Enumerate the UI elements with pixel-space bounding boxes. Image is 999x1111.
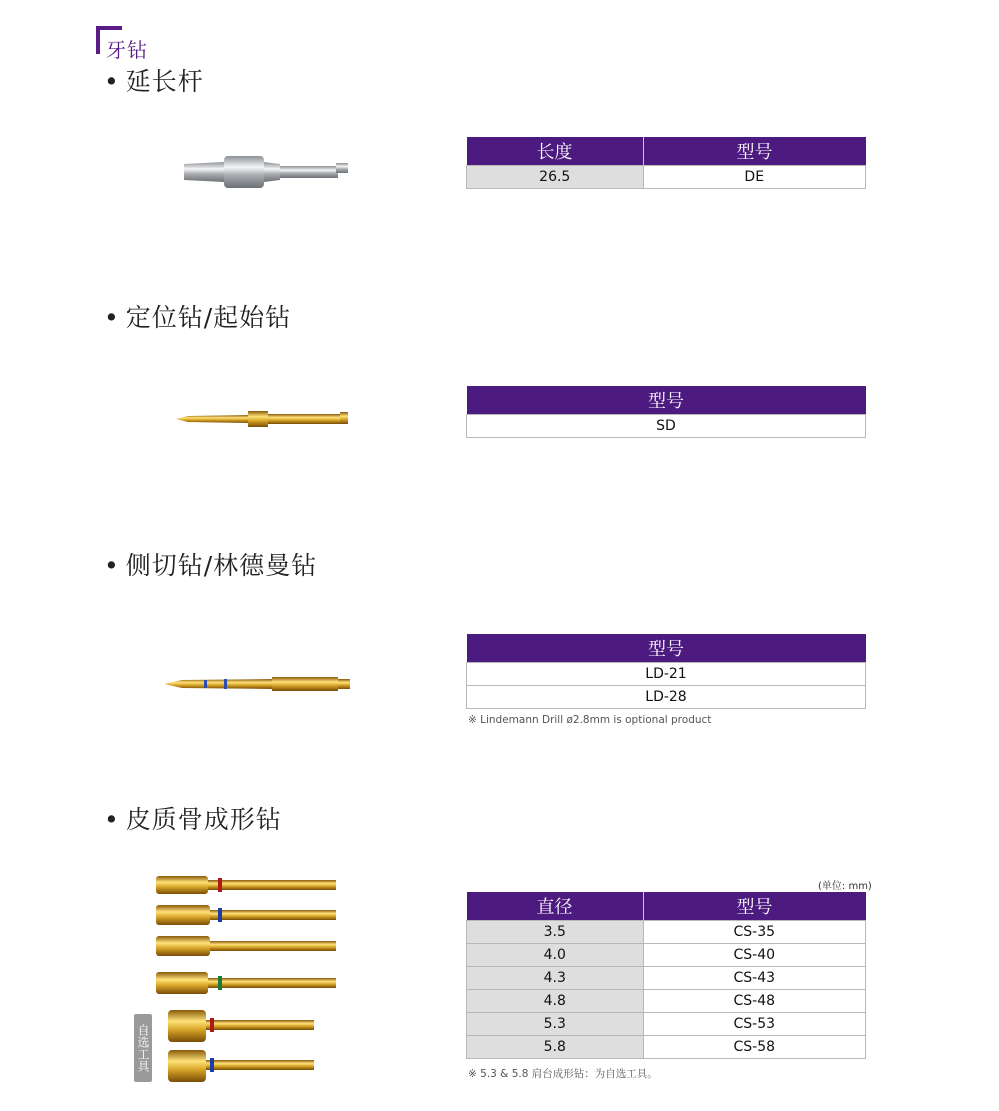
table-cell: SD — [467, 415, 866, 438]
table-header-row — [467, 634, 866, 663]
table-row — [467, 663, 866, 686]
section-title-text: 定位钻/起始钻 — [125, 303, 292, 332]
cortical-spec-table — [466, 892, 866, 1059]
table-cell: LD-28 — [467, 686, 866, 709]
column-header: 型号 — [467, 386, 866, 415]
column-header: 型号 — [643, 892, 866, 921]
cortical-drill-images — [154, 872, 344, 1084]
extension-rod-image — [180, 152, 352, 192]
table-cell: 3.5 — [467, 921, 644, 944]
section-title-cortical-drill — [104, 800, 282, 836]
table-cell: CS-43 — [643, 967, 866, 990]
bullet-icon: • — [104, 303, 120, 332]
table-cell: 5.8 — [467, 1036, 644, 1059]
cortical-drill-4-8 — [156, 972, 336, 994]
table-cell: CS-48 — [643, 990, 866, 1013]
table-cell: CS-53 — [643, 1013, 866, 1036]
table-header-row — [467, 892, 866, 921]
page-title: 牙钻 — [106, 38, 148, 62]
table-row — [467, 686, 866, 709]
pilot-drill-image — [174, 406, 354, 432]
lindemann-note: ※ Lindemann Drill ø2.8mm is optional product — [468, 714, 712, 726]
extension-spec-table — [466, 137, 866, 189]
page-header — [96, 24, 296, 64]
column-header: 长度 — [467, 137, 644, 166]
table-cell: CS-35 — [643, 921, 866, 944]
table-header-row — [467, 386, 866, 415]
table-row — [467, 415, 866, 438]
table-cell: CS-40 — [643, 944, 866, 967]
cortical-drill-5-3 — [168, 1010, 314, 1042]
table-cell: 4.3 — [467, 967, 644, 990]
cortical-drill-5-8 — [168, 1050, 314, 1082]
header-corner-mark — [96, 26, 100, 54]
section-title-text: 延长杆 — [125, 67, 204, 96]
cortical-note: ※ 5.3 & 5.8 肩台成形钻：为自选工具。 — [468, 1068, 658, 1080]
table-cell: LD-21 — [467, 663, 866, 686]
bullet-icon: • — [104, 67, 120, 96]
column-header: 型号 — [467, 634, 866, 663]
cortical-drill-4-0 — [156, 905, 336, 925]
table-header-row — [467, 137, 866, 166]
bullet-icon: • — [104, 805, 120, 834]
table-row — [467, 944, 866, 967]
table-row — [467, 921, 866, 944]
section-title-lindemann-drill — [104, 546, 317, 582]
lindemann-drill-image — [162, 672, 356, 696]
pilot-drill-spec-table — [466, 386, 866, 438]
table-cell: 4.8 — [467, 990, 644, 1013]
section-title-extension — [104, 62, 204, 98]
cortical-drill-4-3 — [156, 936, 336, 956]
optional-tool-tag: 自选工具 — [134, 1014, 152, 1082]
section-title-text: 皮质骨成形钻 — [125, 805, 282, 834]
table-row — [467, 967, 866, 990]
table-cell: CS-58 — [643, 1036, 866, 1059]
table-row — [467, 166, 866, 189]
header-corner-mark-horizontal — [96, 26, 122, 30]
column-header: 型号 — [643, 137, 866, 166]
table-row — [467, 1013, 866, 1036]
bullet-icon: • — [104, 551, 120, 580]
table-row — [467, 1036, 866, 1059]
section-title-text: 侧切钻/林德曼钻 — [125, 551, 318, 580]
table-cell: DE — [643, 166, 866, 189]
lindemann-spec-table — [466, 634, 866, 709]
unit-label: (单位: mm) — [818, 881, 872, 892]
table-cell: 26.5 — [467, 166, 644, 189]
table-row — [467, 990, 866, 1013]
section-title-pilot-drill — [104, 298, 291, 334]
column-header: 直径 — [467, 892, 644, 921]
cortical-drill-3-5 — [156, 876, 336, 894]
table-cell: 4.0 — [467, 944, 644, 967]
table-cell: 5.3 — [467, 1013, 644, 1036]
